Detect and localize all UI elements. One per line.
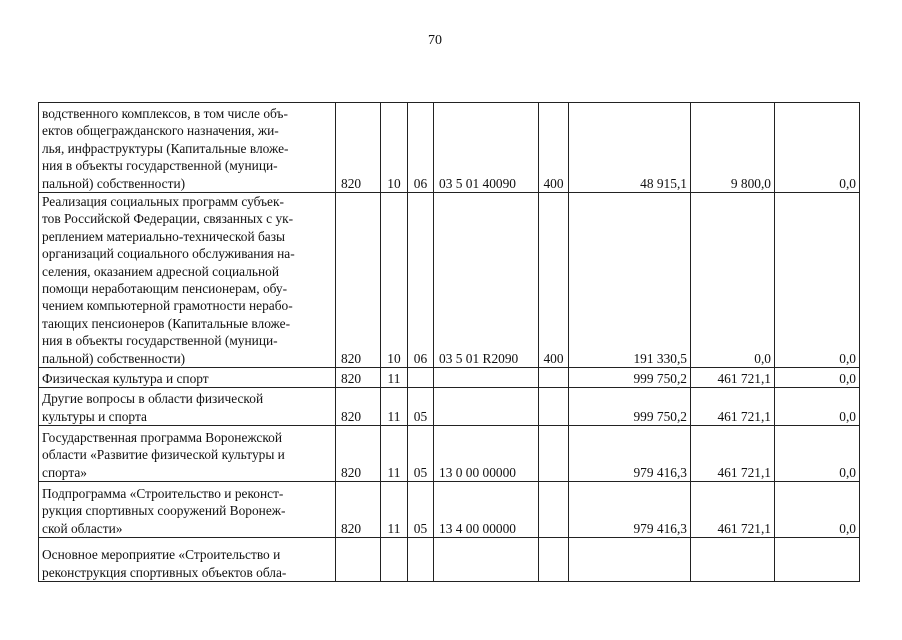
name-line: тающих пенсионеров (Капитальные вложе- xyxy=(42,315,291,331)
name-line: Основное мероприятие «Строительство и xyxy=(42,547,281,563)
cell-sum-1: 999 750,2 xyxy=(569,388,691,426)
cell-pr xyxy=(408,368,434,388)
budget-table xyxy=(38,102,860,582)
name-line: реплением материально-технической базы xyxy=(42,228,286,244)
table-row xyxy=(39,426,860,482)
cell-sum-3: 0,0 xyxy=(775,368,860,388)
cell-ved: 820 xyxy=(336,193,381,368)
name-line: области «Развитие физической культуры и xyxy=(42,447,285,463)
cell-csr: 13 4 00 00000 xyxy=(434,482,539,538)
cell-pr: 05 xyxy=(408,426,434,482)
cell-sum-3: 0,0 xyxy=(775,388,860,426)
cell-ved: 820 xyxy=(336,368,381,388)
cell-rz: 11 xyxy=(381,426,408,482)
name-line: тов Российской Федерации, связанных с ук- xyxy=(42,211,294,227)
table-row xyxy=(39,193,860,368)
cell-rz: 10 xyxy=(381,193,408,368)
cell-csr: 03 5 01 R2090 xyxy=(434,193,539,368)
name-line: реконструкция спортивных объектов обла- xyxy=(42,564,287,580)
name-line: помощи неработающим пенсионерам, обу- xyxy=(42,281,288,297)
name-line: Государственная программа Воронежской xyxy=(42,429,283,445)
cell-vr xyxy=(539,388,569,426)
name-line: ской области» xyxy=(42,520,123,536)
cell-sum-3 xyxy=(775,538,860,582)
cell-name xyxy=(39,482,336,538)
name-line: Физическая культура и спорт xyxy=(42,370,209,386)
cell-sum-2: 461 721,1 xyxy=(691,482,775,538)
table-row xyxy=(39,368,860,388)
cell-name xyxy=(39,388,336,426)
name-line: организаций социального обслуживания на- xyxy=(42,246,295,262)
cell-name xyxy=(39,103,336,193)
cell-sum-1: 48 915,1 xyxy=(569,103,691,193)
cell-csr xyxy=(434,538,539,582)
name-line: ектов общегражданского назначения, жи- xyxy=(42,123,279,139)
cell-pr: 05 xyxy=(408,482,434,538)
name-line: ния в объекты государственной (муници- xyxy=(42,333,278,349)
table-row xyxy=(39,482,860,538)
cell-ved: 820 xyxy=(336,482,381,538)
name-line: Подпрограмма «Строительство и реконст- xyxy=(42,485,284,501)
cell-sum-2: 0,0 xyxy=(691,193,775,368)
cell-rz: 11 xyxy=(381,388,408,426)
cell-sum-2: 461 721,1 xyxy=(691,368,775,388)
name-line: Другие вопросы в области физической xyxy=(42,391,264,407)
name-line: водственного комплексов, в том числе объ- xyxy=(42,105,288,121)
cell-ved: 820 xyxy=(336,388,381,426)
name-line: Реализация социальных программ субъек- xyxy=(42,194,284,209)
cell-sum-3: 0,0 xyxy=(775,103,860,193)
table-row xyxy=(39,103,860,193)
cell-vr xyxy=(539,482,569,538)
cell-sum-3: 0,0 xyxy=(775,482,860,538)
name-line: рукция спортивных сооружений Воронеж- xyxy=(42,503,286,519)
cell-sum-2 xyxy=(691,538,775,582)
cell-vr xyxy=(539,538,569,582)
cell-sum-1: 979 416,3 xyxy=(569,426,691,482)
cell-sum-1: 191 330,5 xyxy=(569,193,691,368)
name-line: ния в объекты государственной (муници- xyxy=(42,158,278,174)
cell-vr xyxy=(539,368,569,388)
table-row xyxy=(39,388,860,426)
cell-name xyxy=(39,193,336,368)
cell-vr: 400 xyxy=(539,103,569,193)
cell-pr xyxy=(408,538,434,582)
cell-ved: 820 xyxy=(336,426,381,482)
cell-name xyxy=(39,368,336,388)
cell-ved: 820 xyxy=(336,103,381,193)
cell-csr xyxy=(434,368,539,388)
cell-pr: 05 xyxy=(408,388,434,426)
name-line: чением компьютерной грамотности нерабо- xyxy=(42,298,293,314)
cell-vr xyxy=(539,426,569,482)
table-row xyxy=(39,538,860,582)
name-line: лья, инфраструктуры (Капитальные вложе- xyxy=(42,140,289,156)
cell-sum-1: 999 750,2 xyxy=(569,368,691,388)
cell-pr: 06 xyxy=(408,103,434,193)
cell-sum-1: 979 416,3 xyxy=(569,482,691,538)
cell-rz: 10 xyxy=(381,103,408,193)
name-line: культуры и спорта xyxy=(42,408,147,424)
cell-vr: 400 xyxy=(539,193,569,368)
cell-sum-2: 461 721,1 xyxy=(691,388,775,426)
name-line: пальной) собственности) xyxy=(42,175,186,191)
cell-sum-3: 0,0 xyxy=(775,426,860,482)
table-body xyxy=(39,103,860,582)
name-line: пальной) собственности) xyxy=(42,350,186,366)
name-line: спорта» xyxy=(42,464,87,480)
cell-csr: 13 0 00 00000 xyxy=(434,426,539,482)
cell-name xyxy=(39,426,336,482)
cell-pr: 06 xyxy=(408,193,434,368)
cell-sum-2: 9 800,0 xyxy=(691,103,775,193)
cell-rz xyxy=(381,538,408,582)
cell-csr: 03 5 01 40090 xyxy=(434,103,539,193)
name-line: селения, оказанием адресной социальной xyxy=(42,263,280,279)
cell-sum-3: 0,0 xyxy=(775,193,860,368)
page-number: 70 xyxy=(428,33,442,48)
cell-sum-1 xyxy=(569,538,691,582)
cell-csr xyxy=(434,388,539,426)
cell-name xyxy=(39,538,336,582)
cell-rz: 11 xyxy=(381,482,408,538)
cell-ved xyxy=(336,538,381,582)
cell-sum-2: 461 721,1 xyxy=(691,426,775,482)
cell-rz: 11 xyxy=(381,368,408,388)
